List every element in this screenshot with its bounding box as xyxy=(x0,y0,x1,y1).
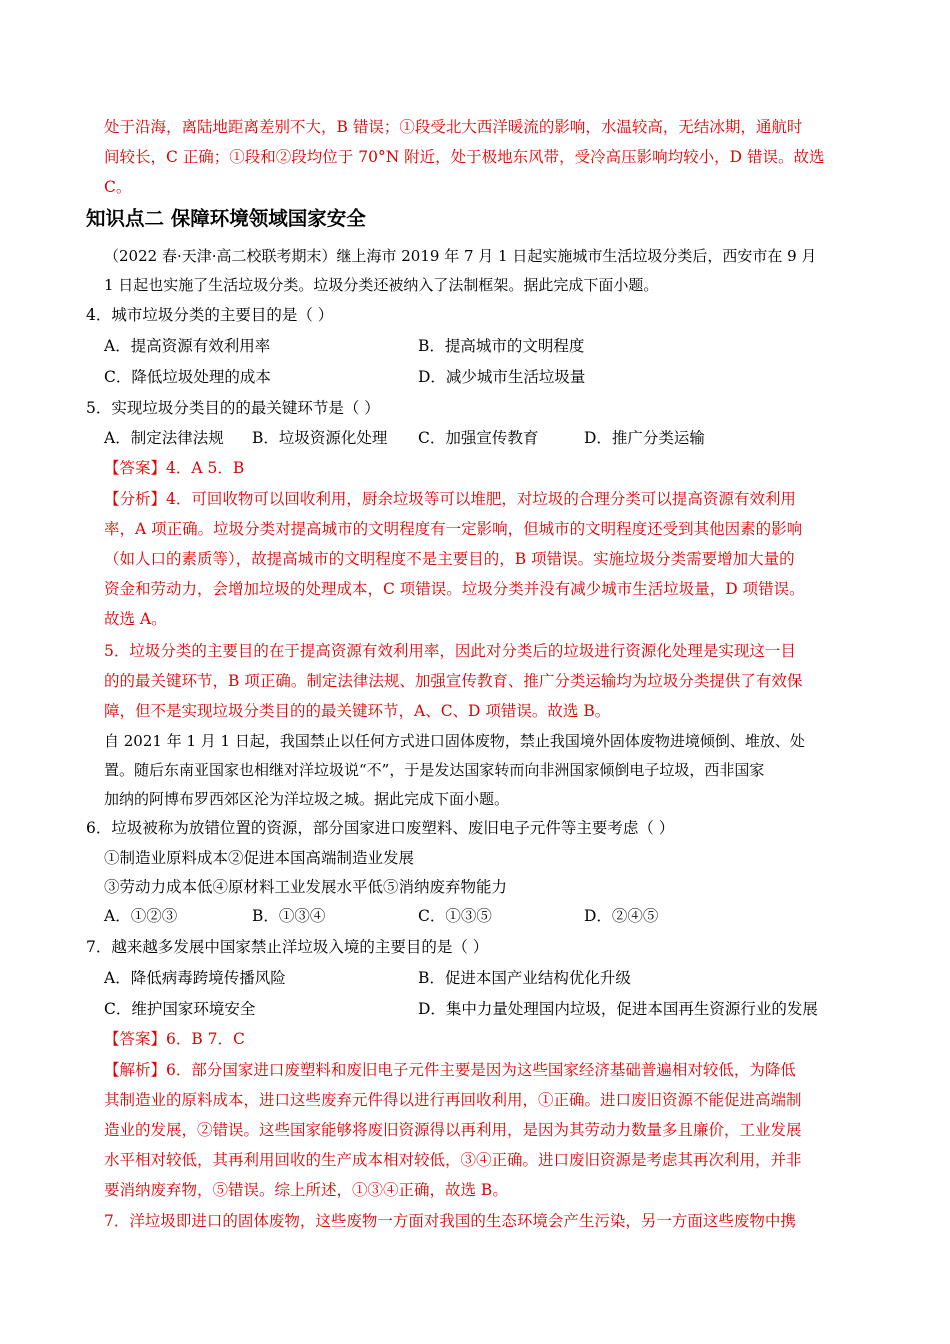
option-a: A．①②③ xyxy=(104,907,178,925)
passage-line: 1 日起也实施了生活垃圾分类。垃圾分类还被纳入了法制框架。据此完成下面小题。 xyxy=(104,276,659,294)
option-b: B．提高城市的文明程度 xyxy=(418,337,585,355)
passage-line: 自 2021 年 1 月 1 日起，我国禁止以任何方式进口固体废物，禁止我国境外固体废物进境倾倒、堆放、处 xyxy=(104,732,805,750)
intro-analysis-line: 间较长，C 正确；①段和②段均位于 70°N 附近，处于极地东风带，受冷高压影响均较小，D 错误。故选 xyxy=(104,148,825,166)
option-b: B．垃圾资源化处理 xyxy=(252,429,388,447)
option-b: B．促进本国产业结构优化升级 xyxy=(418,969,631,987)
analysis-line: 水平相对较低，其再利用回收的生产成本相对较低，③④正确。进口废旧资源是考虑其再次利用，并非 xyxy=(104,1151,802,1169)
analysis-line: （如人口的素质等），故提高城市的文明程度不是主要目的，B 项错误。实施垃圾分类需要增加大量的 xyxy=(104,550,795,568)
option-b: B．①③④ xyxy=(252,907,326,925)
option-d: D．减少城市生活垃圾量 xyxy=(418,368,586,386)
analysis-line: 障，但不是实现垃圾分类目的的最关键环节，A、C、D 项错误。故选 B。 xyxy=(104,702,611,720)
option-c: C．加强宣传教育 xyxy=(418,429,539,447)
intro-analysis-line: C。 xyxy=(104,178,132,196)
analysis-line: 造业的发展，②错误。这些国家能够将废旧资源得以再利用，是因为其劳动力数量多且廉价，工业发展 xyxy=(104,1121,802,1139)
statement-list: ①制造业原料成本②促进本国高端制造业发展 xyxy=(104,849,415,867)
passage-line: 加纳的阿博布罗西郊区沦为洋垃圾之城。据此完成下面小题。 xyxy=(104,790,510,808)
analysis-line: 率，A 项正确。垃圾分类对提高城市的文明程度有一定影响，但城市的文明程度还受到其他因素的影响 xyxy=(104,520,803,538)
option-c: C．维护国家环境安全 xyxy=(104,1000,256,1018)
statement-list: ③劳动力成本低④原材料工业发展水平低⑤消纳废弃物能力 xyxy=(104,878,508,896)
analysis-line: 5．垃圾分类的主要目的在于提高资源有效利用率，因此对分类后的垃圾进行资源化处理是实现这一目 xyxy=(104,642,796,660)
analysis-line: 资金和劳动力，会增加垃圾的处理成本，C 项错误。垃圾分类并没有减少城市生活垃圾量，D 项错误。 xyxy=(104,580,805,598)
question-stem: 5．实现垃圾分类目的的最关键环节是（ ） xyxy=(86,399,380,417)
analysis-line: 其制造业的原料成本，进口这些废弃元件得以进行再回收利用，①正确。进口废旧资源不能促进高端制 xyxy=(104,1091,802,1109)
analysis-line: 【解析】6．部分国家进口废塑料和废旧电子元件主要是因为这些国家经济基础普遍相对较低，为降低 xyxy=(104,1061,796,1079)
intro-analysis-line: 处于沿海，离陆地距离差别不大，B 错误；①段受北大西洋暖流的影响，水温较高，无结冰期，通航时 xyxy=(104,118,803,136)
answer-line: 【答案】6．B 7．C xyxy=(104,1030,245,1048)
option-d: D．②④⑤ xyxy=(584,907,659,925)
passage-line: （2022 春·天津·高二校联考期末）继上海市 2019 年 7 月 1 日起实施城市生活垃圾分类后，西安市在 9 月 xyxy=(104,247,817,265)
analysis-line: 7．洋垃圾即进口的固体废物，这些废物一方面对我国的生态环境会产生污染，另一方面这些废物中携 xyxy=(104,1212,796,1230)
analysis-line: 故选 A。 xyxy=(104,610,167,628)
question-stem: 4．城市垃圾分类的主要目的是（ ） xyxy=(86,306,334,324)
analysis-line: 要消纳废弃物，⑤错误。综上所述，①③④正确，故选 B。 xyxy=(104,1181,508,1199)
question-stem: 6．垃圾被称为放错位置的资源，部分国家进口废塑料、废旧电子元件等主要考虑（ ） xyxy=(86,819,675,837)
option-a: A．降低病毒跨境传播风险 xyxy=(104,969,286,987)
question-stem: 7．越来越多发展中国家禁止洋垃圾入境的主要目的是（ ） xyxy=(86,938,489,956)
option-a: A．制定法律法规 xyxy=(104,429,224,447)
analysis-line: 【分析】4．可回收物可以回收利用，厨余垃圾等可以堆肥，对垃圾的合理分类可以提高资源有效利用 xyxy=(104,490,796,508)
option-a: A．提高资源有效利用率 xyxy=(104,337,271,355)
section-heading: 知识点二 保障环境领域国家安全 xyxy=(86,207,366,230)
option-c: C．①③⑤ xyxy=(418,907,492,925)
option-c: C．降低垃圾处理的成本 xyxy=(104,368,271,386)
option-d: D．集中力量处理国内垃圾，促进本国再生资源行业的发展 xyxy=(418,1000,818,1018)
answer-line: 【答案】4．A 5．B xyxy=(104,459,245,477)
passage-line: 置。随后东南亚国家也相继对洋垃圾说“不”，于是发达国家转而向非洲国家倾倒电子垃圾，西非国家 xyxy=(104,761,765,779)
analysis-line: 的的最关键环节，B 项正确。制定法律法规、加强宣传教育、推广分类运输均为垃圾分类提供了有效保 xyxy=(104,672,803,690)
option-d: D．推广分类运输 xyxy=(584,429,705,447)
